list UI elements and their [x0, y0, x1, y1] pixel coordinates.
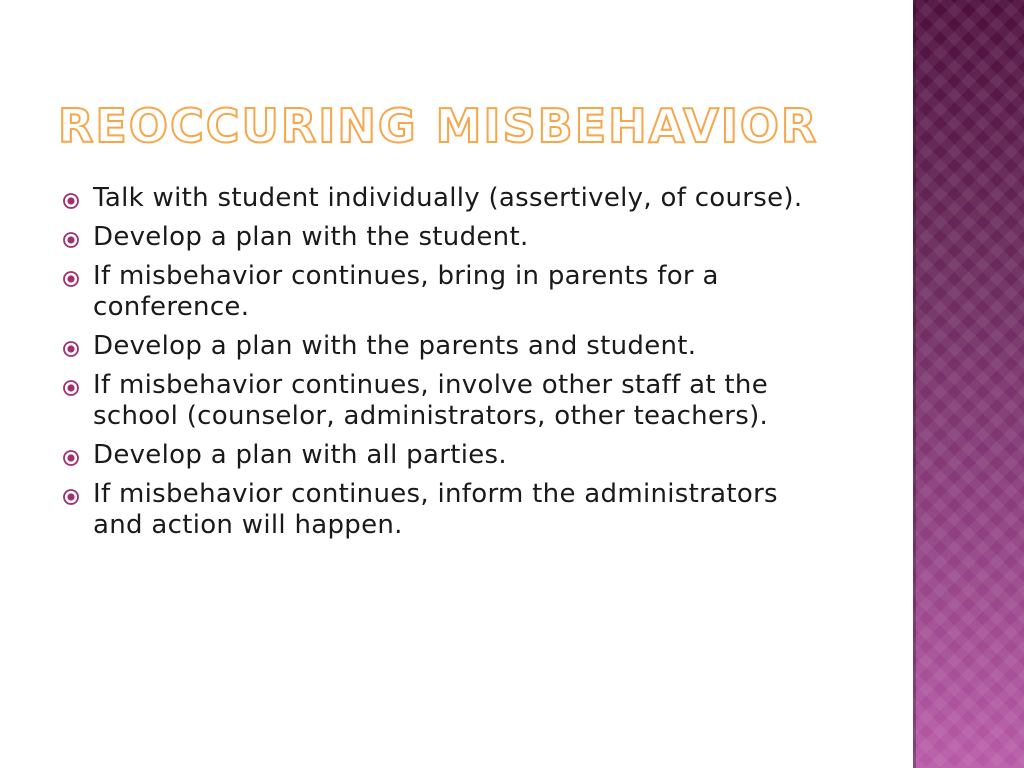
side-panel-edge [913, 0, 916, 768]
bullet-text: If misbehavior continues, inform the administrators and action will happen. [93, 479, 778, 540]
slide-title: REOCCURING MISBEHAVIOR [58, 99, 819, 153]
bullet-text: If misbehavior continues, involve other staff at the school (counselor, administrators, other teachers). [93, 370, 769, 431]
bullet-text: If misbehavior continues, bring in parents for a conference. [93, 261, 719, 322]
bullet-item [62, 370, 822, 432]
circle-bullet-icon [62, 231, 82, 251]
circle-bullet-icon [62, 449, 82, 469]
circle-bullet-icon [62, 379, 82, 399]
bullet-text: Talk with student individually (assertively, of course). [93, 183, 803, 213]
circle-bullet-icon [62, 340, 82, 360]
circle-bullet-icon [62, 270, 82, 290]
circle-bullet-icon [62, 488, 82, 508]
bullet-item [62, 222, 822, 253]
bullet-text: Develop a plan with the parents and student. [93, 331, 697, 361]
decorative-side-panel [913, 0, 1024, 768]
bullet-item [62, 479, 822, 541]
circle-bullet-icon [62, 192, 82, 212]
bullet-item [62, 261, 822, 323]
bullet-item [62, 331, 822, 362]
bullet-item [62, 440, 822, 471]
bullet-text: Develop a plan with all parties. [93, 440, 507, 470]
bullet-text: Develop a plan with the student. [93, 222, 529, 252]
bullet-item [62, 183, 822, 214]
bullet-list [62, 183, 822, 549]
